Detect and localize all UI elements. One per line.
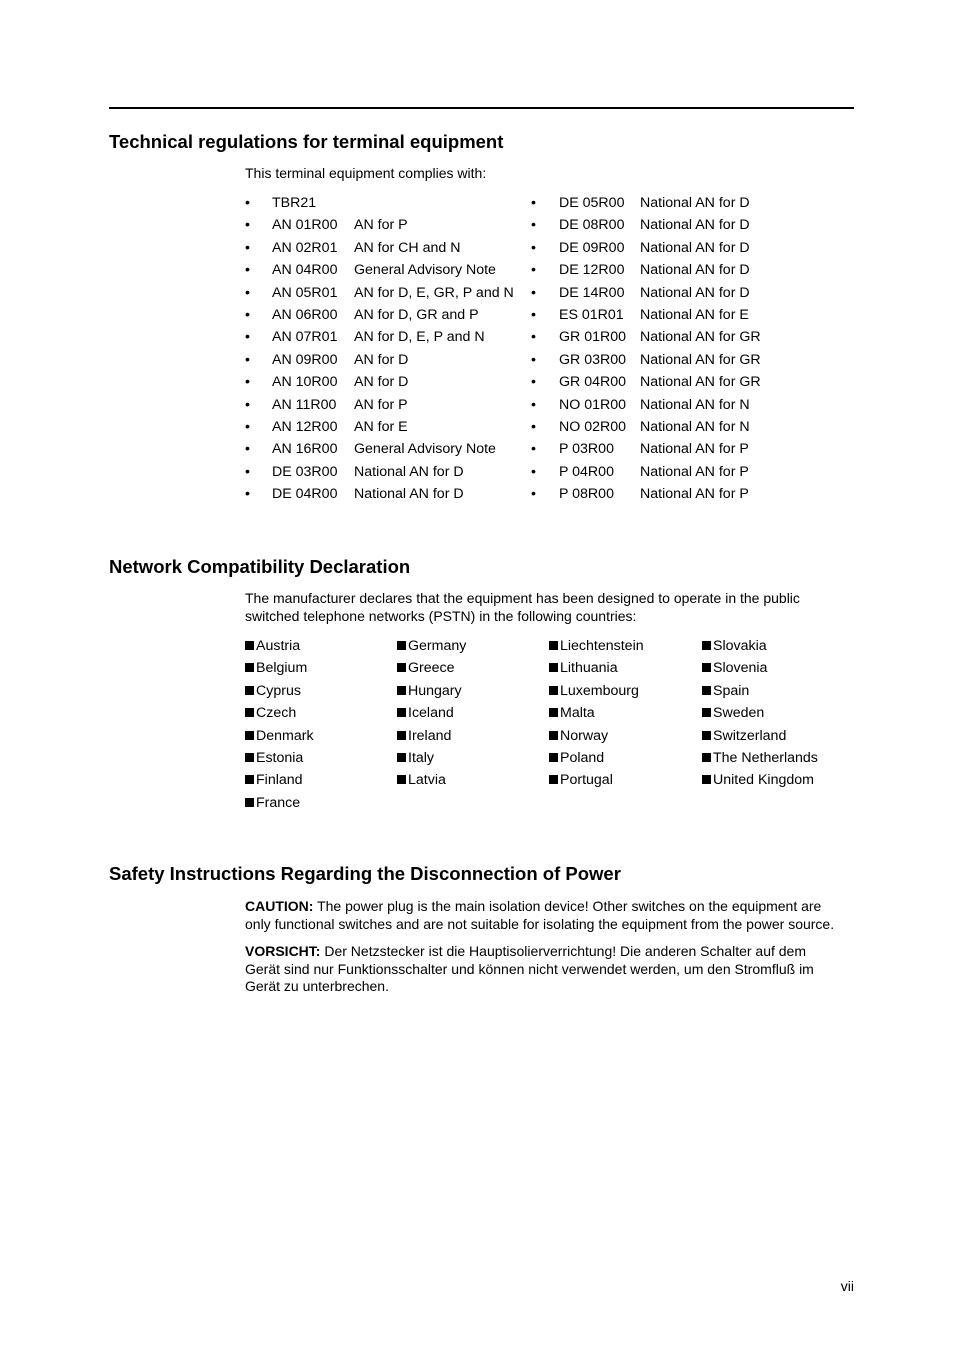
regulation-item <box>0 371 954 393</box>
regulation-code: DE 04R00 <box>272 486 338 503</box>
bullet-icon: • <box>531 239 536 256</box>
bullet-icon: • <box>245 239 250 256</box>
network-intro <box>245 590 857 625</box>
country-item <box>549 725 608 747</box>
vorsicht-label: VORSICHT: <box>245 943 321 959</box>
regulation-code: NO 02R00 <box>559 419 627 435</box>
regulation-code: P 08R00 <box>559 486 614 503</box>
country-item <box>245 702 296 724</box>
square-bullet-icon <box>397 641 406 650</box>
square-bullet-icon <box>702 753 711 762</box>
square-bullet-icon <box>397 708 406 717</box>
regulation-item <box>0 349 954 371</box>
heading-network-compatibility: Network Compatibility Declaration <box>109 556 411 577</box>
heading-safety-instructions: Safety Instructions Regarding the Disconnection of Power <box>109 863 621 884</box>
country-name: Finland <box>256 772 303 789</box>
vorsicht-text-2: Gerät sind nur Funktionsschalter und können nicht verwendet werden, um den Stromfluß im <box>245 960 814 977</box>
regulation-code: AN 04R00 <box>272 262 338 279</box>
bullet-icon: • <box>245 329 250 346</box>
bullet-icon: • <box>245 419 250 435</box>
country-name: Czech <box>256 705 297 722</box>
bullet-icon: • <box>245 396 250 413</box>
bullet-icon: • <box>531 307 536 323</box>
country-name: Portugal <box>560 772 613 789</box>
country-name: Poland <box>560 750 605 766</box>
country-item <box>702 769 814 791</box>
regulation-description: AN for E <box>354 419 408 435</box>
country-item <box>702 680 749 702</box>
country-name: Hungary <box>408 682 462 699</box>
country-item <box>549 769 613 791</box>
country-item <box>245 747 303 769</box>
country-item <box>397 769 446 791</box>
country-item <box>549 657 618 679</box>
regulation-code: AN 07R01 <box>272 329 338 346</box>
regulation-description: AN for D, E, GR, P and N <box>354 284 514 301</box>
regulation-description: National AN for D <box>640 284 750 301</box>
regulation-item <box>0 416 954 438</box>
bullet-icon: • <box>245 441 250 458</box>
regulation-description: AN for D <box>354 351 409 368</box>
caution-label: CAUTION: <box>245 898 314 914</box>
page-number: vii <box>840 1278 854 1294</box>
country-item <box>245 769 303 791</box>
regulation-description: National AN for GR <box>640 374 761 391</box>
country-item <box>245 725 314 747</box>
regulation-code: AN 10R00 <box>272 374 338 391</box>
regulation-description: General Advisory Note <box>354 441 496 458</box>
square-bullet-icon <box>245 686 254 695</box>
bullet-icon: • <box>245 217 250 234</box>
country-name: Italy <box>408 750 435 766</box>
vorsicht-text-1: Der Netzstecker ist die Hauptisolierverrichtung! Die anderen Schalter auf dem <box>320 943 807 959</box>
country-name: France <box>256 794 301 811</box>
country-item <box>245 680 301 702</box>
bullet-icon: • <box>531 329 536 346</box>
country-item <box>702 635 767 657</box>
regulation-item <box>0 483 954 505</box>
square-bullet-icon <box>549 641 558 650</box>
regulation-description: National AN for P <box>640 463 749 480</box>
country-item <box>549 747 604 769</box>
regulation-description: National AN for E <box>640 307 749 323</box>
regulation-code: TBR21 <box>272 195 317 211</box>
caution-paragraph <box>245 898 857 933</box>
country-item <box>702 657 767 679</box>
bullet-icon: • <box>531 463 536 480</box>
bullet-icon: • <box>531 284 536 301</box>
regulation-code: NO 01R00 <box>559 396 627 413</box>
network-intro-line-1: The manufacturer declares that the equipment has been designed to operate in the public <box>245 590 800 606</box>
regulation-code: P 03R00 <box>559 441 614 458</box>
country-name: Norway <box>560 727 609 744</box>
bullet-icon: • <box>245 307 250 323</box>
country-item <box>397 747 434 769</box>
bullet-icon: • <box>245 486 250 503</box>
square-bullet-icon <box>245 663 254 672</box>
square-bullet-icon <box>549 686 558 695</box>
country-name: Ireland <box>408 727 452 744</box>
regulation-description: AN for CH and N <box>354 239 461 256</box>
square-bullet-icon <box>549 753 558 762</box>
regulation-description: AN for D <box>354 374 409 391</box>
country-name: Sweden <box>713 705 765 722</box>
country-item <box>397 680 462 702</box>
square-bullet-icon <box>245 775 254 784</box>
square-bullet-icon <box>549 663 558 672</box>
header-rule <box>109 107 854 109</box>
regulation-description: National AN for P <box>640 486 749 503</box>
square-bullet-icon <box>397 731 406 740</box>
square-bullet-icon <box>397 753 406 762</box>
country-name: Slovakia <box>713 638 767 654</box>
square-bullet-icon <box>702 686 711 695</box>
square-bullet-icon <box>549 731 558 740</box>
regulation-description: National AN for P <box>640 441 749 458</box>
regulation-code: DE 03R00 <box>272 463 338 480</box>
regulation-description: National AN for N <box>640 396 750 413</box>
country-item <box>397 725 451 747</box>
square-bullet-icon <box>397 775 406 784</box>
square-bullet-icon <box>245 753 254 762</box>
bullet-icon: • <box>531 441 536 458</box>
caution-text-1: The power plug is the main isolation device! Other switches on the equipment are <box>313 898 822 914</box>
square-bullet-icon <box>702 708 711 717</box>
bullet-icon: • <box>531 374 536 391</box>
regulation-code: P 04R00 <box>559 463 614 480</box>
country-item <box>397 635 466 657</box>
regulation-code: AN 12R00 <box>272 419 338 435</box>
country-name: Luxembourg <box>560 682 639 699</box>
caution-text-2: only functional switches and are not suitable for isolating the equipment from the power source. <box>245 915 835 932</box>
square-bullet-icon <box>702 775 711 784</box>
country-item <box>702 702 764 724</box>
regulation-description: National AN for D <box>354 486 464 503</box>
country-name: Greece <box>408 660 455 677</box>
regulation-item <box>0 326 954 348</box>
regulation-code: AN 11R00 <box>272 396 337 413</box>
regulation-item <box>0 438 954 460</box>
bullet-icon: • <box>531 217 536 234</box>
regulation-code: AN 02R01 <box>272 239 338 256</box>
country-name: Austria <box>256 638 301 654</box>
regulation-description: National AN for GR <box>640 329 761 346</box>
regulation-code: ES 01R01 <box>559 307 624 323</box>
country-item <box>245 792 300 814</box>
vorsicht-text-3: Gerät zu unterbrechen. <box>245 978 389 994</box>
country-name: Liechtenstein <box>560 638 644 654</box>
square-bullet-icon <box>702 731 711 740</box>
bullet-icon: • <box>531 351 536 368</box>
bullet-icon: • <box>531 396 536 413</box>
square-bullet-icon <box>245 798 254 807</box>
bullet-icon: • <box>245 262 250 279</box>
regulation-item <box>0 304 954 326</box>
square-bullet-icon <box>549 708 558 717</box>
bullet-icon: • <box>531 419 536 435</box>
regulation-description: AN for D, E, P and N <box>354 329 485 346</box>
country-name: Latvia <box>408 772 446 789</box>
regulation-code: GR 01R00 <box>559 329 627 346</box>
regulation-item <box>0 259 954 281</box>
country-name: Belgium <box>256 660 308 677</box>
square-bullet-icon <box>397 686 406 695</box>
square-bullet-icon <box>245 641 254 650</box>
regulation-code: AN 09R00 <box>272 351 338 368</box>
country-name: Lithuania <box>560 660 618 677</box>
country-item <box>397 657 455 679</box>
bullet-icon: • <box>531 486 536 503</box>
country-item <box>245 657 307 679</box>
bullet-icon: • <box>531 262 536 279</box>
country-name: United Kingdom <box>713 772 814 789</box>
regulation-item <box>0 394 954 416</box>
regulation-item <box>0 461 954 483</box>
vorsicht-paragraph <box>245 943 857 996</box>
country-name: The Netherlands <box>713 750 818 766</box>
bullet-icon: • <box>245 195 250 211</box>
regulation-code: AN 06R00 <box>272 307 338 323</box>
regulation-description: AN for P <box>354 396 408 413</box>
country-name: Estonia <box>256 750 304 766</box>
regulation-item <box>0 237 954 259</box>
regulation-description: National AN for D <box>640 239 750 256</box>
regulation-description: National AN for GR <box>640 351 761 368</box>
square-bullet-icon <box>702 663 711 672</box>
country-name: Germany <box>408 638 467 654</box>
country-name: Denmark <box>256 727 314 744</box>
regulation-description: National AN for D <box>640 262 750 279</box>
country-name: Switzerland <box>713 727 787 744</box>
square-bullet-icon <box>397 663 406 672</box>
country-name: Iceland <box>408 705 454 722</box>
country-item <box>702 747 818 769</box>
regulation-description: National AN for D <box>640 217 750 234</box>
regulation-code: DE 05R00 <box>559 195 625 211</box>
country-name: Spain <box>713 682 750 699</box>
regulation-code: AN 16R00 <box>272 441 338 458</box>
square-bullet-icon <box>245 708 254 717</box>
regulation-description: AN for D, GR and P <box>354 307 479 323</box>
regulation-description: National AN for N <box>640 419 750 435</box>
regulation-code: AN 05R01 <box>272 284 338 301</box>
bullet-icon: • <box>245 351 250 368</box>
regulation-code: GR 04R00 <box>559 374 627 391</box>
bullet-icon: • <box>245 463 250 480</box>
regulation-description: General Advisory Note <box>354 262 496 279</box>
country-item <box>549 680 639 702</box>
regulation-item <box>0 214 954 236</box>
heading-technical-regulations: Technical regulations for terminal equipment <box>109 131 504 152</box>
square-bullet-icon <box>702 641 711 650</box>
regulation-code: DE 12R00 <box>559 262 625 279</box>
country-name: Malta <box>560 705 595 722</box>
bullet-icon: • <box>245 284 250 301</box>
square-bullet-icon <box>245 731 254 740</box>
country-name: Cyprus <box>256 682 301 699</box>
country-item <box>397 702 454 724</box>
regulation-code: DE 08R00 <box>559 217 625 234</box>
country-name: Slovenia <box>713 660 768 677</box>
regulation-code: DE 14R00 <box>559 284 625 301</box>
regulation-code: DE 09R00 <box>559 239 625 256</box>
network-intro-line-2: switched telephone networks (PSTN) in the following countries: <box>245 607 637 624</box>
bullet-icon: • <box>245 374 250 391</box>
bullet-icon: • <box>531 195 536 211</box>
country-item <box>549 702 595 724</box>
regulation-code: AN 01R00 <box>272 217 338 234</box>
regulation-code: GR 03R00 <box>559 351 627 368</box>
square-bullet-icon <box>549 775 558 784</box>
country-item <box>245 635 300 657</box>
country-item <box>549 635 644 657</box>
regulation-description: National AN for D <box>640 195 750 211</box>
regulation-description: National AN for D <box>354 463 464 480</box>
country-item <box>702 725 786 747</box>
regulation-description: AN for P <box>354 217 408 234</box>
regulation-item <box>0 192 954 214</box>
technical-intro: This terminal equipment complies with: <box>245 165 487 181</box>
regulation-item <box>0 282 954 304</box>
